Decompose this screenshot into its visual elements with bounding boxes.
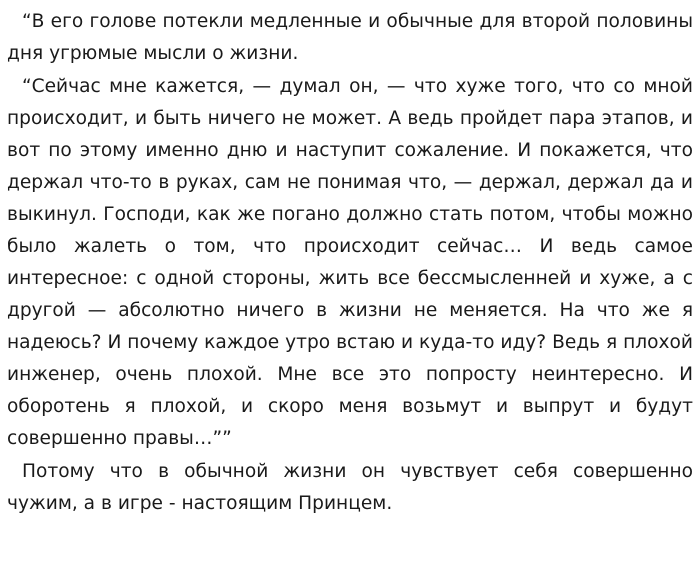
paragraph-1: “В его голове потекли медленные и обычные для второй половины дня угрюмые мысли о жизни. [7, 11, 693, 64]
document-page [7, 6, 693, 520]
paragraph-3: Потому что в обычной жизни он чувствует себя совершенно чужим, а в игре - настоящим Принцем. [7, 461, 693, 514]
paragraph-2: “Сейчас мне кажется, — думал он, — что хуже того, что со мной происходит, и быть ничего не может. А ведь пройдет пара этапов, и вот по этому именно дню и наступит сожаление. И покажется, что держал что-то в руках, сам не понимая что, — держал, держал да и выкинул. Господи, как же погано должно стать потом, чтобы можно было жалеть о том, что происходит сейчас… И ведь самое интересное: с одной стороны, жить все бессмысленней и хуже, а с другой — абсолютно ничего в жизни не меняется. На что же я надеюсь? И почему каждое утро встаю и куда-то иду? Ведь я плохой инженер, очень плохой. Мне все это попросту неинтересно. И оборотень я плохой, и скоро меня возьмут и выпрут и будут совершенно правы…”” [7, 76, 693, 449]
